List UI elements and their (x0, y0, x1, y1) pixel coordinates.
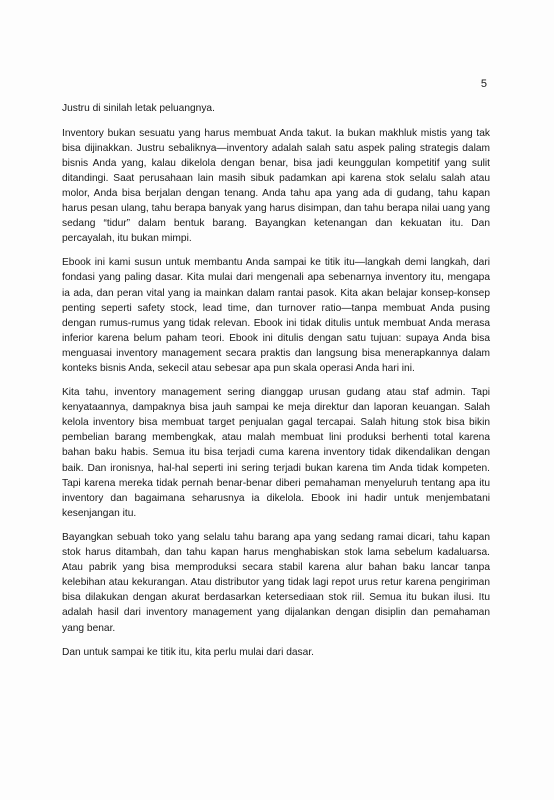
paragraph: Bayangkan sebuah toko yang selalu tahu barang apa yang sedang ramai dicari, tahu kapan stok harus ditambah, dan tahu kapan harus menghabiskan stok lama sebelum kadaluarsa. Atau pabrik yang bisa memproduksi secara stabil karena alur bahan baku lancar tanpa kelebihan atau kekurangan. Atau distributor yang tidak lagi repot urus retur karena pengiriman bisa dilakukan dengan akurat berdasarkan ketersediaan stok riil. Semua itu bukan ilusi. Itu adalah hasil dari inventory management yang dijalankan dengan disiplin dan pemahaman yang benar. (62, 532, 490, 634)
paragraph: Inventory bukan sesuatu yang harus membuat Anda takut. Ia bukan makhluk mistis yang tak bisa dijinakkan. Justru sebaliknya—inventory adalah salah satu aspek paling strategis dalam bisnis Anda yang, kalau dikelola dengan benar, bisa jadi keunggulan kompetitif yang sulit ditandingi. Saat perusahaan lain masih sibuk padamkan api karena stok selalu salah atau molor, Anda bisa berjalan dengan tenang. Anda tahu apa yang ada di gudang, tahu kapan harus pesan ulang, tahu berapa banyak yang harus disimpan, dan tahu berapa nilai uang yang sedang “tidur” dalam bentuk barang. Bayangkan ketenangan dan kekuatan itu. Dan percayalah, itu bukan mimpi. (62, 127, 490, 244)
page-number: 5 (480, 78, 487, 90)
paragraph-closing: Dan untuk sampai ke titik itu, kita perlu mulai dari dasar. (62, 647, 314, 659)
paragraph-intro: Justru di sinilah letak peluangnya. (62, 103, 215, 114)
body-text (62, 101, 490, 670)
paragraph: Ebook ini kami susun untuk membantu Anda sampai ke titik itu—langkah demi langkah, dari fondasi yang paling dasar. Kita mulai dari mengenali apa sebenarnya inventory itu, mengapa ia ada, dan peran vital yang ia mainkan dalam rantai pasok. Kita akan belajar konsep-konsep penting seperti safety stock, lead time, dan turnover ratio—tanpa membuat Anda pusing dengan rumus-rumus yang tidak relevan. Ebook ini tidak ditulis untuk membuat Anda merasa inferior karena belum paham teori. Ebook ini ditulis dengan satu tujuan: supaya Anda bisa menguasai inventory management secara praktis dan langsung bisa menerapkannya dalam konteks bisnis Anda, sekecil atau sebesar apa pun skala operasi Anda hari ini. (62, 257, 490, 374)
paragraph: Kita tahu, inventory management sering dianggap urusan gudang atau staf admin. Tapi kenyataannya, dampaknya bisa jauh sampai ke meja direktur dan laporan keuangan. Salah kelola inventory bisa membuat target penjualan gagal tercapai. Salah hitung stok bisa bikin pembelian barang membengkak, atau malah membuat lini produksi berhenti total karena bahan baku habis. Semua itu bisa terjadi cuma karena inventory tidak dikendalikan dengan baik. Dan ironisnya, hal-hal seperti ini sering terjadi bukan karena tim Anda tidak kompeten. Tapi karena mereka tidak pernah benar-benar diberi pemahaman menyeluruh tentang apa itu inventory dan bagaimana seharusnya ia dikelola. Ebook ini hadir untuk menjembatani kesenjangan itu. (62, 387, 490, 519)
